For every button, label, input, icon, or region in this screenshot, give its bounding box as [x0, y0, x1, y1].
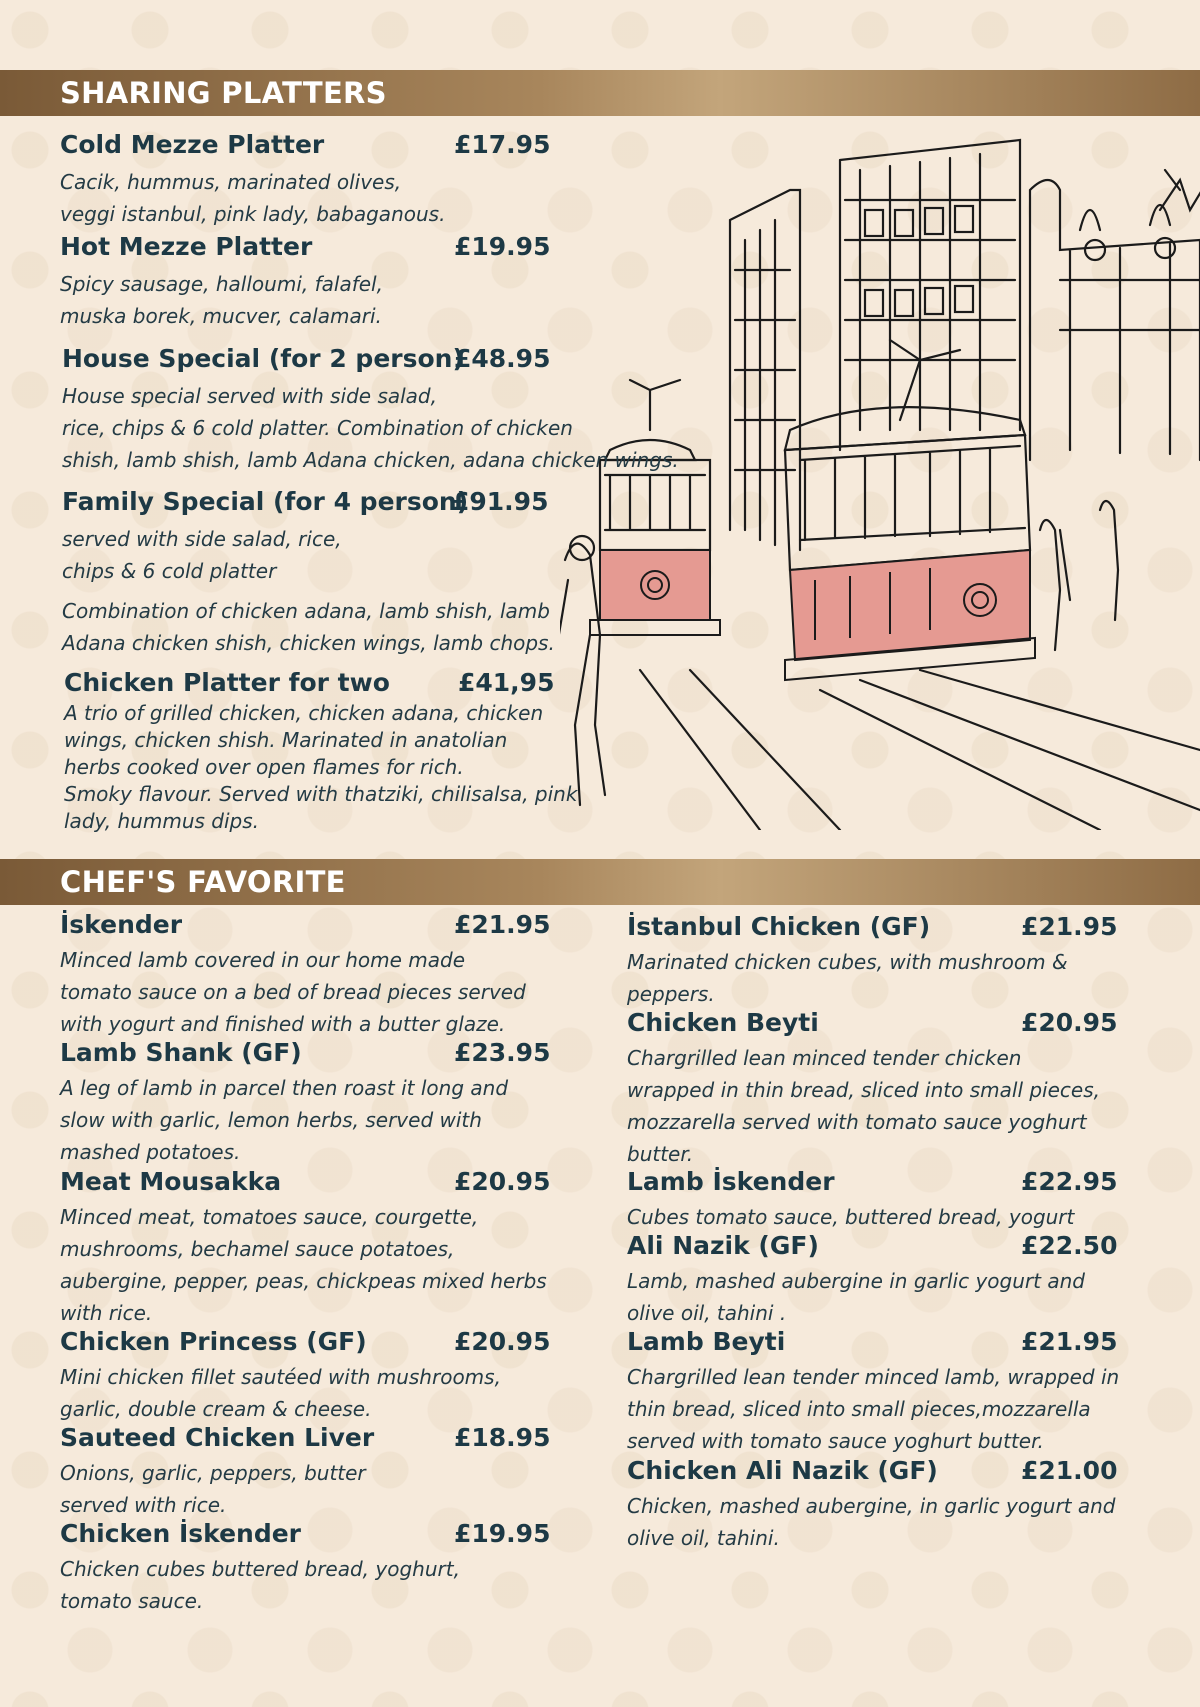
item-description-line: muska borek, mucver, calamari. [60, 304, 382, 328]
item-description-line: Cubes tomato sauce, buttered bread, yogurt [627, 1205, 1075, 1229]
item-description-line: Mini chicken fillet sautéed with mushrooms, [60, 1365, 501, 1389]
item-price: £19.95 [454, 232, 551, 261]
item-description-line: mozzarella served with tomato sauce yoghurt [627, 1110, 1087, 1134]
menu-item-ali-nazik [627, 1231, 1147, 1329]
item-description-line: butter. [627, 1142, 694, 1166]
menu-item-iskender [60, 910, 580, 1040]
item-description-line: garlic, double cream & cheese. [60, 1397, 372, 1421]
item-description-line: chips & 6 cold platter [62, 559, 277, 583]
item-description-line: Adana chicken shish, chicken wings, lamb chops. [62, 631, 555, 655]
menu-item-house-special [62, 344, 702, 476]
item-description-line: with yogurt and finished with a butter glaze. [60, 1012, 506, 1036]
item-description-line: olive oil, tahini . [627, 1301, 787, 1325]
item-description-line: herbs cooked over open flames for rich. [64, 755, 464, 779]
item-description-line: rice, chips & 6 cold platter. Combination of chicken [62, 416, 573, 440]
item-price: £20.95 [454, 1167, 551, 1196]
item-description-line: Combination of chicken adana, lamb shish, lamb [62, 599, 550, 623]
item-description-line: Smoky flavour. Served with thatziki, chilisalsa, pink [64, 782, 578, 806]
item-description-line: peppers. [627, 982, 715, 1006]
item-description-line: A leg of lamb in parcel then roast it long and [60, 1076, 509, 1100]
item-description-line: aubergine, pepper, peas, chickpeas mixed herbs [60, 1269, 547, 1293]
item-name: Lamb Beyti [627, 1327, 786, 1356]
item-description-line: served with tomato sauce yoghurt butter. [627, 1429, 1044, 1453]
item-name: Chicken Platter for two [64, 668, 390, 697]
item-price: £19.95 [454, 1519, 551, 1548]
item-name: Chicken Beyti [627, 1008, 819, 1037]
item-description-line: Marinated chicken cubes, with mushroom & [627, 950, 1068, 974]
item-description-line: wings, chicken shish. Marinated in anatolian [64, 728, 508, 752]
item-description-line: Chicken cubes buttered bread, yoghurt, [60, 1557, 460, 1581]
item-name: Lamb Shank (GF) [60, 1038, 302, 1067]
item-price: £22.50 [1021, 1231, 1118, 1260]
item-description-line: Chargrilled lean minced tender chicken [627, 1046, 1022, 1070]
section-title: CHEF'S FAVORITE [60, 865, 346, 899]
item-description-line: Lamb, mashed aubergine in garlic yogurt and [627, 1269, 1085, 1293]
item-description-line: thin bread, sliced into small pieces,mozzarella [627, 1397, 1091, 1421]
item-description-line: lady, hummus dips. [64, 809, 259, 833]
item-description-line: Minced lamb covered in our home made [60, 948, 466, 972]
section-title: SHARING PLATTERS [60, 76, 387, 110]
item-price: £21.95 [454, 910, 551, 939]
item-price: £48.95 [454, 344, 551, 373]
item-name: Ali Nazik (GF) [627, 1231, 819, 1260]
menu-item-lamb-iskender [627, 1167, 1147, 1233]
menu-item-lamb-beyti [627, 1327, 1172, 1457]
item-description-line: House special served with side salad, [62, 384, 437, 408]
menu-item-sauteed-chicken-liver [60, 1423, 580, 1521]
menu-item-chicken-ali-nazik [627, 1456, 1172, 1554]
item-name: Cold Mezze Platter [60, 130, 325, 159]
item-description-line: shish, lamb shish, lamb Adana chicken, adana chicken wings. [62, 448, 679, 472]
item-name: Chicken İskender [60, 1519, 302, 1548]
section-band-sharing-platters [0, 70, 1200, 116]
item-description-line: Cacik, hummus, marinated olives, [60, 170, 402, 194]
item-price: £23.95 [454, 1038, 551, 1067]
item-description-line: slow with garlic, lemon herbs, served with [60, 1108, 482, 1132]
item-description-line: Minced meat, tomatoes sauce, courgette, [60, 1205, 479, 1229]
item-price: £21.95 [1021, 912, 1118, 941]
item-price: £22.95 [1021, 1167, 1118, 1196]
item-price: £21.95 [1021, 1327, 1118, 1356]
menu-item-lamb-shank [60, 1038, 580, 1168]
item-name: Family Special (for 4 person) [62, 487, 469, 516]
item-description-line: veggi istanbul, pink lady, babaganous. [60, 202, 446, 226]
item-description-line: tomato sauce on a bed of bread pieces served [60, 980, 526, 1004]
menu-item-chicken-iskender [60, 1519, 580, 1617]
section-band-chefs-favorite [0, 859, 1200, 905]
item-price: £21.00 [1021, 1456, 1118, 1485]
item-name: Chicken Ali Nazik (GF) [627, 1456, 938, 1485]
item-description-line: mashed potatoes. [60, 1140, 241, 1164]
menu-item-meat-mousakka [60, 1167, 580, 1329]
item-name: Hot Mezze Platter [60, 232, 313, 261]
item-name: İstanbul Chicken (GF) [627, 912, 931, 941]
item-description-line: Onions, garlic, peppers, butter [60, 1461, 366, 1485]
item-description-line: olive oil, tahini. [627, 1526, 780, 1550]
menu-item-chicken-platter-for-two [64, 668, 584, 835]
menu-item-family-special [62, 487, 582, 659]
item-price: £18.95 [454, 1423, 551, 1452]
item-name: Sauteed Chicken Liver [60, 1423, 375, 1452]
item-name: Meat Mousakka [60, 1167, 282, 1196]
menu-item-hot-mezze-platter [60, 232, 560, 332]
item-price: £20.95 [454, 1327, 551, 1356]
istanbul-tram-illustration [560, 130, 1200, 830]
item-description-line: Chicken, mashed aubergine, in garlic yogurt and [627, 1494, 1116, 1518]
item-price: £91.95 [452, 487, 549, 516]
item-description-line: A trio of grilled chicken, chicken adana, chicken [64, 701, 544, 725]
menu-item-chicken-princess [60, 1327, 580, 1425]
item-description-line: Spicy sausage, halloumi, falafel, [60, 272, 383, 296]
item-price: £20.95 [1021, 1008, 1118, 1037]
item-description-line: wrapped in thin bread, sliced into small pieces, [627, 1078, 1100, 1102]
item-name: İskender [60, 910, 183, 939]
menu-item-cold-mezze-platter [60, 130, 560, 230]
menu-item-istanbul-chicken [627, 912, 1147, 1010]
item-name: Lamb İskender [627, 1167, 835, 1196]
item-description-line: Chargrilled lean tender minced lamb, wrapped in [627, 1365, 1120, 1389]
item-name: Chicken Princess (GF) [60, 1327, 367, 1356]
item-description-line: served with rice. [60, 1493, 227, 1517]
item-name: House Special (for 2 person) [62, 344, 464, 373]
item-price: £41,95 [458, 668, 555, 697]
item-description-line: served with side salad, rice, [62, 527, 342, 551]
menu-item-chicken-beyti [627, 1008, 1167, 1170]
item-description-line: mushrooms, bechamel sauce potatoes, [60, 1237, 455, 1261]
item-description-line: tomato sauce. [60, 1589, 204, 1613]
item-description-line: with rice. [60, 1301, 153, 1325]
item-price: £17.95 [454, 130, 551, 159]
